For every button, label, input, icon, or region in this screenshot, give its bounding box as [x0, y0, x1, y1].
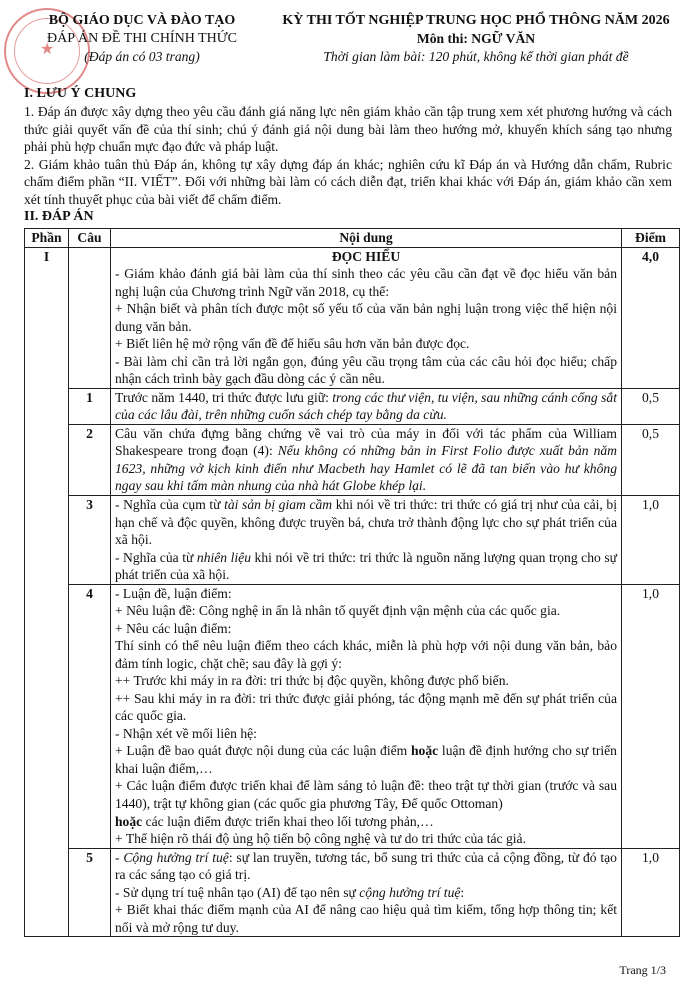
time-note: Thời gian làm bài: 120 phút, không kể thời gian phát đề	[323, 48, 629, 64]
question-number: 5	[69, 848, 111, 937]
column-header-part: Phần	[25, 229, 69, 248]
column-header-question: Câu	[69, 229, 111, 248]
answers-title: II. ĐÁP ÁN	[24, 209, 94, 224]
quoted-term: cộng hưởng trí tuệ	[359, 884, 461, 900]
question-4-answer: - Luận đề, luận điểm: + Nêu luận đề: Công nghệ in ấn là nhân tố quyết định vận mệnh của các quốc gia. + Nêu các luận điểm: Thí sinh có thể nêu luận điểm theo cách khác, miễn là phù hợp với nội dung văn bản, bảo đảm tính logic, chặt chẽ; sau đây là gợi ý: ++ Trước khi máy in ra đời: tri thức bị độc quyền, không được phổ biến. ++ Sau khi máy in ra đời: tri thức được giải phóng, tác động mạnh mẽ đến sự phát triển của các quốc gia. - Nhận xét về mối liên hệ: + Luận đề bao quát được nội dung của các luận điểm hoặc luận đề định hướng cho sự triển khai luận điểm,… + Các luận điểm được triển khai để làm sáng tỏ luận đề: theo trật tự thời gian (trước và sau 1440), trật tự không gian (các quốc gia phương Tây, Đế quốc Ottoman) hoặc các luận điểm được triển khai theo lối tương phản,… + Thể hiện rõ thái độ ủng hộ tiến bộ công nghệ và tư do tri thức của tác giả.	[111, 584, 622, 848]
question-number: 3	[69, 495, 111, 584]
page-number: Trang 1/3	[619, 963, 666, 977]
general-notes	[24, 103, 672, 208]
question-score: 1,0	[622, 848, 680, 937]
section-score: 4,0	[622, 247, 680, 388]
general-note-item: 2. Giám khảo tuân thủ Đáp án, không tự xây dựng đáp án khác; nghiên cứu kĩ Đáp án và Hướng dẫn chấm, Rubric chấm điểm phần “II. VIẾT”. Đối với những bài làm có cách diễn đạt, triển khai khác với Đáp án, giám khảo cần xem xét tính thuyết phục của bài viết để chấm điểm.	[24, 156, 672, 207]
table-row	[25, 388, 680, 424]
quoted-term: nhiên liệu	[196, 549, 252, 565]
intro-line: + Nhận biết và phân tích được một số yếu tố của văn bản nghị luận trong việc thể hiện nội dung văn bản.	[115, 301, 617, 334]
intro-line: - Giám khảo đánh giá bài làm của thí sinh theo các yêu cầu cần đạt về đọc hiểu văn bản nghị luận của Chương trình Ngữ văn 2018, cụ thể:	[115, 266, 617, 299]
table-row	[25, 424, 680, 495]
answer-text: Trước năm 1440, tri thức được lưu giữ:	[115, 389, 333, 405]
pages-note: (Đáp án có 03 trang)	[84, 49, 200, 65]
question-5-answer: - Cộng hưởng trí tuệ: sự lan truyền, tương tác, bổ sung tri thức của cả cộng đồng, từ đó tạo ra các sáng tạo có giá trị. - Sử dụng trí tuệ nhân tạo (AI) để tạo nên sự cộng hưởng trí tuệ: + Biết khai thác điểm mạnh của AI để nâng cao hiệu quả tìm kiếm, tổng hợp thông tin; kết nối và mở rộng tư duy.	[111, 848, 622, 937]
table-row	[25, 247, 680, 388]
intro-line: - Bài làm chỉ cần trả lời ngắn gọn, đúng yêu cầu trọng tâm của các câu hỏi đọc hiểu; chấp nhận cách trình bày gạch đầu dòng các ý cần nêu.	[115, 353, 617, 387]
table-header-row	[25, 229, 680, 248]
document-type: ĐÁP ÁN ĐỀ THI CHÍNH THỨC	[47, 31, 237, 47]
exam-title: KỲ THI TỐT NGHIỆP TRUNG HỌC PHỔ THÔNG NĂM 2026	[282, 13, 670, 28]
header-left	[24, 12, 260, 66]
table-row	[25, 495, 680, 584]
header-right	[268, 12, 684, 65]
general-notes-title: I. LƯU Ý CHUNG	[24, 86, 137, 101]
question-score: 0,5	[622, 388, 680, 424]
answer-table	[24, 228, 680, 937]
column-header-score: Điểm	[622, 229, 680, 248]
subject-label: Môn thi: NGỮ VĂN	[416, 31, 536, 47]
section-heading: ĐỌC HIỂU	[331, 248, 401, 264]
intro-line: + Biết liên hệ mở rộng vấn đề để hiểu sâu hơn văn bản được đọc.	[115, 336, 470, 352]
quoted-term: tài sản bị giam cầm	[224, 496, 333, 512]
question-2-answer	[111, 424, 622, 495]
question-score: 0,5	[622, 424, 680, 495]
table-row	[25, 584, 680, 848]
column-header-content: Nội dung	[111, 229, 622, 248]
quoted-term: Cộng hưởng trí tuệ	[123, 849, 229, 865]
seal-star-icon: ★	[40, 41, 55, 58]
answer-quote: Nếu không có những bản in First Folio được xuất bản năm 1623, những vở kịch kinh điển như Macbeth hay Hamlet có lẽ đã tan biến vào hư không ngay sau khi tấm màn nhung của nhà hát Globe khép lại.	[115, 443, 617, 494]
question-number: 1	[69, 388, 111, 424]
answer-text: Câu văn chứa đựng bằng chứng về vai trò của máy in đối với tác phẩm của William Shakespeare trong đoạn (4):	[115, 425, 617, 459]
answer-quote: trong các thư viện, tu viện, sau những cánh cổng sắt của các lâu đài, trên những cuốn sách chép tay bằng da cừu.	[115, 389, 617, 423]
question-3-answer: - Nghĩa của cụm từ tài sản bị giam cầm khi nói về tri thức: tri thức có giá trị như của cải, bị hạn chế và độc quyền, không được truyền bá, chưa trở thành động lực cho sự phát triển của xã hội. - Nghĩa của từ nhiên liệu khi nói về tri thức: tri thức là nguồn năng lượng quan trọng cho sự phát triển của xã hội.	[111, 495, 622, 584]
question-score: 1,0	[622, 584, 680, 848]
question-score: 1,0	[622, 495, 680, 584]
general-note-item: 1. Đáp án được xây dựng theo yêu cầu đánh giá năng lực nên giám khảo cần tập trung xem xét phương hướng và cách thức giải quyết vấn đề của thí sinh; chú ý đánh giá nội dung bài làm theo hướng mở, khuyến khích sáng tạo nhưng phải phù hợp chuẩn mực đạo đức và pháp luật.	[24, 104, 672, 155]
ministry-name: BỘ GIÁO DỤC VÀ ĐÀO TẠO	[48, 13, 236, 28]
question-1-answer	[111, 388, 622, 424]
part-label: I	[25, 247, 69, 937]
table-row	[25, 848, 680, 937]
section-intro-cell	[111, 247, 622, 388]
question-number: 2	[69, 424, 111, 495]
question-number: 4	[69, 584, 111, 848]
